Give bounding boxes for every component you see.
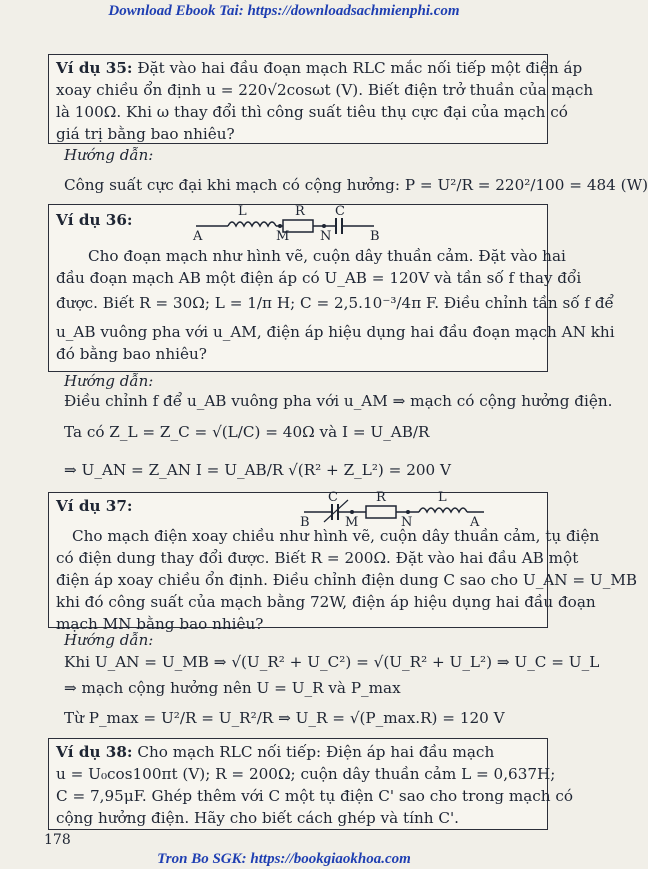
page-number: 178 — [44, 832, 71, 848]
example-37-line4: khi đó công suất của mạch bằng 72W, điện áp hiệu dụng hai đầu đoạn — [56, 593, 596, 611]
example-35-label: Ví dụ 35: — [56, 59, 133, 77]
circuit36-label-R: R — [295, 204, 305, 219]
example-37-label: Ví dụ 37: — [56, 497, 133, 515]
example-38-line3: C = 7,95μF. Ghép thêm với C một tụ điện C' sao cho trong mạch có — [56, 787, 574, 805]
example-35-solution: Công suất cực đại khi mạch có cộng hưởng: P = U²/R = 220²/100 = 484 (W) — [64, 176, 648, 194]
book-page — [38, 30, 648, 850]
example-36-line1: Cho đoạn mạch như hình vẽ, cuộn dây thuần cảm. Đặt vào hai — [88, 247, 566, 265]
circuit36-label-C: C — [335, 204, 345, 219]
example-38-line2: u = U₀cos100πt (V); R = 200Ω; cuộn dây thuần cảm L = 0,637H; — [56, 765, 556, 783]
example-37-line2: có điện dung thay đổi được. Biết R = 200Ω. Đặt vào hai đầu AB một — [56, 549, 579, 567]
circuit37-label-C: C — [328, 490, 338, 505]
circuit37-label-L: L — [438, 490, 447, 505]
circuit36-label-L: L — [238, 204, 247, 219]
bookgiaokhoa-link[interactable]: Tron Bo SGK: https://bookgiaokhoa.com — [157, 851, 411, 867]
circuit36-label-M: M — [276, 229, 290, 244]
circuit37-label-B: B — [300, 515, 310, 530]
example-37-line5: mạch MN bằng bao nhiêu? — [56, 615, 264, 633]
example-37-line1: Cho mạch điện xoay chiều như hình vẽ, cuộn dây thuần cảm, tụ điện — [72, 527, 600, 545]
example-36-solution-2: Ta có Z_L = Z_C = √(L/C) = 40Ω và I = U_AB/R — [64, 423, 430, 441]
example-37-solution-3: Từ P_max = U²/R = U_R²/R ⇒ U_R = √(P_max.R) = 120 V — [64, 709, 505, 727]
example-38-line4: cộng hưởng điện. Hãy cho biết cách ghép và tính C'. — [56, 809, 459, 827]
example-36-solution-3: ⇒ U_AN = Z_AN I = U_AB/R √(R² + Z_L²) = 200 V — [64, 461, 452, 479]
example-37-solution-1: Khi U_AN = U_MB ⇒ √(U_R² + U_C²) = √(U_R² + U_L²) ⇒ U_C = U_L — [64, 653, 600, 671]
circuit36-label-A: A — [193, 229, 203, 244]
example-37-guide-heading: Hướng dẫn: — [64, 631, 154, 649]
example-35-line1: Ví dụ 35: Đặt vào hai đầu đoạn mạch RLC mắc nối tiếp một điện áp — [56, 59, 583, 77]
circuit37-label-A: A — [470, 515, 480, 530]
circuit36-label-N: N — [320, 229, 332, 244]
circuit37-label-N: N — [401, 515, 413, 530]
example-37-line3: điện áp xoay chiều ổn định. Điều chỉnh điện dung C sao cho U_AN = U_MB — [56, 571, 638, 589]
circuit36-label-B: B — [370, 229, 380, 244]
example-35-guide-heading: Hướng dẫn: — [64, 146, 154, 164]
example-36-line2: đầu đoạn mạch AB một điện áp có U_AB = 120V và tần số f thay đổi — [56, 269, 582, 287]
example-36-line3: được. Biết R = 30Ω; L = 1/π H; C = 2,5.10⁻³/4π F. Điều chỉnh tần số f để — [56, 294, 614, 312]
download-link[interactable]: Download Ebook Tai: https://downloadsachmienphi.com — [108, 3, 460, 19]
example-36-line5: đó bằng bao nhiêu? — [56, 345, 207, 363]
example-35-line2: xoay chiều ổn định u = 220√2cosωt (V). Biết điện trở thuần của mạch — [56, 81, 594, 99]
circuit37-label-M: M — [345, 515, 359, 530]
example-36-solution-1: Điều chỉnh f để u_AB vuông pha với u_AM ⇒ mạch có cộng hưởng điện. — [64, 392, 613, 410]
example-35-line4: giá trị bằng bao nhiêu? — [56, 125, 235, 143]
example-37-solution-2: ⇒ mạch cộng hưởng nên U = U_R và P_max — [64, 679, 401, 697]
example-35-line3: là 100Ω. Khi ω thay đổi thì công suất tiêu thụ cực đại của mạch có — [56, 103, 568, 121]
example-36-guide-heading: Hướng dẫn: — [64, 372, 154, 390]
example-36-label: Ví dụ 36: — [56, 211, 133, 229]
example-36-line4: u_AB vuông pha với u_AM, điện áp hiệu dụng hai đầu đoạn mạch AN khi — [56, 323, 615, 341]
circuit37-label-R: R — [376, 490, 386, 505]
example-38-line1: Ví dụ 38: Cho mạch RLC nối tiếp: Điện áp hai đầu mạch — [56, 743, 495, 761]
example-38-label: Ví dụ 38: — [56, 743, 133, 761]
